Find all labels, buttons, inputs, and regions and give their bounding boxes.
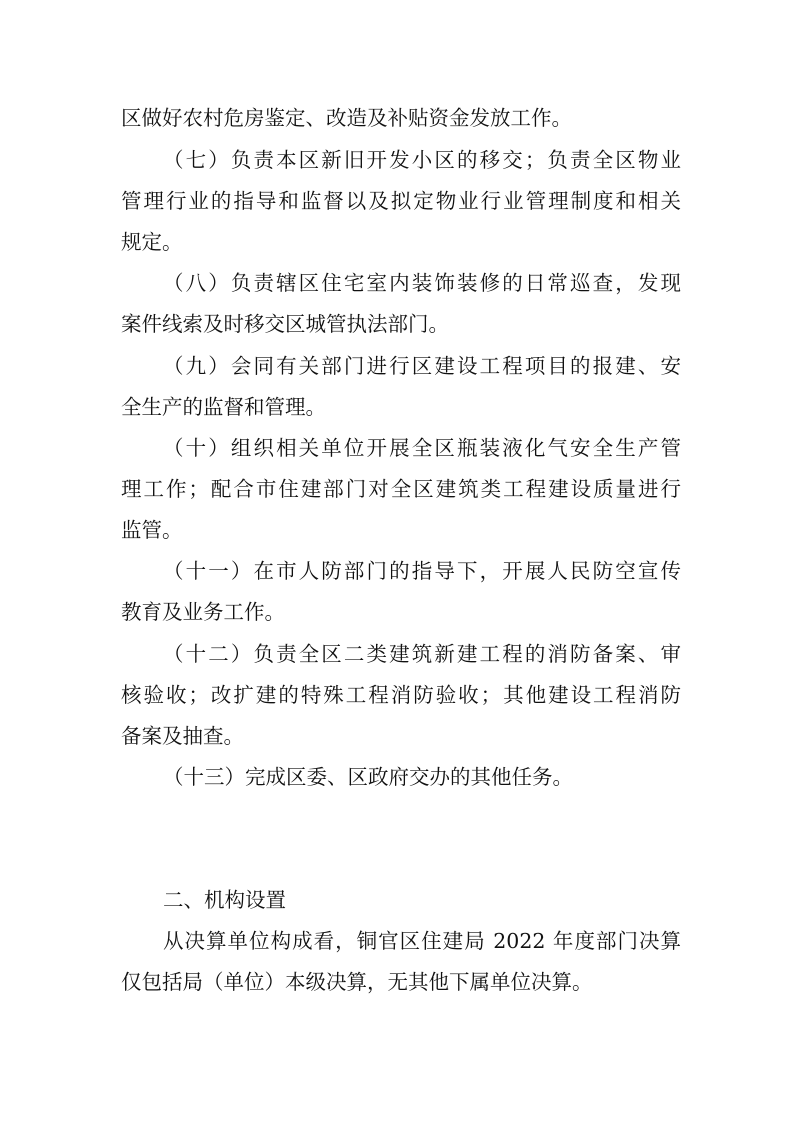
paragraph-10-line-2: 理工作；配合市住建部门对全区建筑类工程建设质量进行	[121, 477, 681, 501]
paragraph-12-line-1: （十二）负责全区二类建筑新建工程的消防备案、审	[163, 642, 681, 666]
paragraph-11-line-2: 教育及业务工作。	[121, 600, 285, 624]
paragraph-8-line-2: 案件线索及时移交区城管执法部门。	[121, 312, 449, 336]
paragraph-13-line-1: （十三）完成区委、区政府交办的其他任务。	[163, 765, 573, 789]
paragraph-6-line-1: 区做好农村危房鉴定、改造及补贴资金发放工作。	[121, 106, 572, 130]
paragraph-7-line-3: 规定。	[121, 230, 183, 254]
paragraph-10-line-1: （十）组织相关单位开展全区瓶装液化气安全生产管	[163, 436, 681, 460]
section-heading: 二、机构设置	[163, 888, 286, 912]
paragraph-10-line-3: 监管。	[121, 518, 183, 542]
paragraph-9-line-1: （九）会同有关部门进行区建设工程项目的报建、安	[163, 354, 681, 378]
paragraph-7-line-1: （七）负责本区新旧开发小区的移交；负责全区物业	[163, 148, 681, 172]
paragraph-8-line-1: （八）负责辖区住宅室内装饰装修的日常巡查，发现	[163, 271, 681, 295]
paragraph-12-line-2: 核验收；改扩建的特殊工程消防验收；其他建设工程消防	[121, 683, 681, 707]
section-paragraph-line-1: 从决算单位构成看，铜官区住建局 2022 年度部门决算	[163, 929, 681, 953]
paragraph-11-line-1: （十一）在市人防部门的指导下，开展人民防空宣传	[163, 559, 681, 583]
paragraph-9-line-2: 全生产的监督和管理。	[121, 395, 326, 419]
section-paragraph-line-2: 仅包括局（单位）本级决算，无其他下属单位决算。	[121, 970, 593, 994]
paragraph-12-line-3: 备案及抽查。	[121, 724, 244, 748]
paragraph-7-line-2: 管理行业的指导和监督以及拟定物业行业管理制度和相关	[121, 189, 681, 213]
